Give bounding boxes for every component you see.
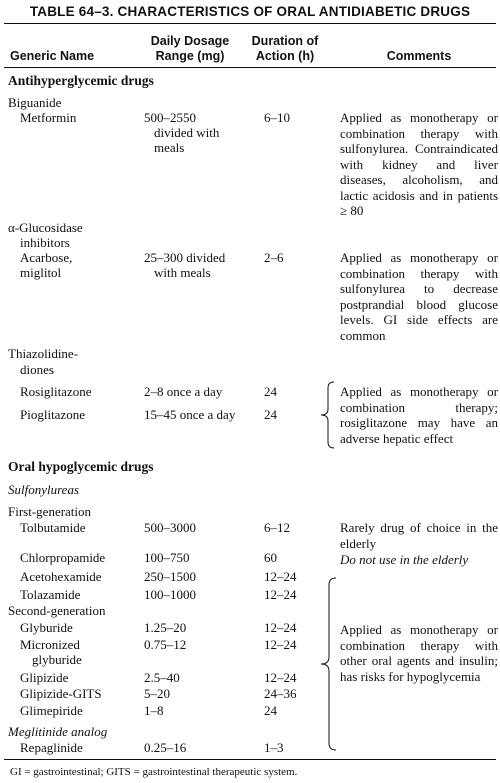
group-meglitinide: Meglitinide analog [8,724,108,739]
drug-acarbose-line2: miglitol [20,265,62,280]
drug-rosiglitazone: Rosiglitazone [20,384,92,399]
dose-metformin-line3: meals [154,140,185,155]
group-first-generation: First-generation [8,504,92,519]
group-second-generation: Second-generation [8,603,106,618]
header-generic-name: Generic Name [10,49,95,63]
comment-sulfonylureas-combined: Applied as monotherapy or combination therapy with other oral agents and insulin; has risks for hypoglycemia [340,622,498,684]
duration-glipizide: 12–24 [264,670,297,685]
drug-micronized-line2: glyburide [32,652,82,667]
drug-acetohexamide: Acetohexamide [20,569,102,584]
dose-glipizide-gits: 5–20 [144,686,170,701]
duration-pioglitazone: 24 [264,407,277,422]
header-dosage-line2: Range (mg) [155,49,225,63]
table-footnote: GI = gastrointestinal; GITS = gastrointestinal therapeutic system. [10,766,298,778]
drug-chlorpropamide: Chlorpropamide [20,550,106,565]
drug-glimepiride: Glimepiride [20,703,83,718]
drug-repaglinide: Repaglinide [20,740,83,755]
dose-metformin-line1: 500–2550 [144,110,196,125]
dose-rosiglitazone: 2–8 once a day [144,384,223,399]
section-antihyperglycemic: Antihyperglycemic drugs [8,73,154,88]
duration-rosiglitazone: 24 [264,384,277,399]
header-dosage-line1: Daily Dosage [150,34,230,48]
dose-pioglitazone: 15–45 once a day [144,407,236,422]
duration-acarbose: 2–6 [264,250,284,265]
duration-micronized: 12–24 [264,637,297,652]
comment-thiazolidinediones: Applied as monotherapy or combination therapy; rosiglitazone may have an adverse hepatic effect [340,384,498,446]
comment-chlorpropamide: Do not use in the elderly [340,552,469,567]
drug-pioglitazone: Pioglitazone [20,407,85,422]
duration-tolbutamide: 6–12 [264,520,290,535]
drug-metformin: Metformin [20,110,77,125]
brace-sulfonylureas [318,576,340,752]
table-title: TABLE 64–3. CHARACTERISTICS OF ORAL ANTIDIABETIC DRUGS [29,4,471,19]
dose-repaglinide: 0.25–16 [144,740,187,755]
dose-tolbutamide: 500–3000 [144,520,196,535]
dose-tolazamide: 100–1000 [144,587,196,602]
duration-chlorpropamide: 60 [264,550,277,565]
header-duration-line1: Duration of [251,34,319,48]
drug-micronized-line1: Micronized [20,637,80,652]
drug-acarbose-line1: Acarbose, [20,250,73,265]
dose-acarbose-line2: with meals [154,265,211,280]
header-duration-line2: Action (h) [255,49,315,63]
group-glucosidase-line2: inhibitors [20,235,70,250]
comment-acarbose: Applied as monotherapy or combination therapy with sulfonylurea to decrease postprandial blood glucose levels. GI side effects are common [340,250,498,343]
dose-micronized: 0.75–12 [144,637,187,652]
duration-acetohexamide: 12–24 [264,569,297,584]
header-rule [4,67,496,68]
bottom-rule [4,759,496,760]
dose-glyburide: 1.25–20 [144,620,187,635]
duration-repaglinide: 1–3 [264,740,284,755]
dose-chlorpropamide: 100–750 [144,550,190,565]
title-rule [4,23,496,24]
duration-glipizide-gits: 24–36 [264,686,297,701]
section-oral-hypoglycemic: Oral hypoglycemic drugs [8,459,154,474]
drug-tolbutamide: Tolbutamide [20,520,86,535]
duration-glimepiride: 24 [264,703,277,718]
drug-glipizide-gits: Glipizide-GITS [20,686,102,701]
group-glucosidase-line1: α-Glucosidase [8,220,83,235]
header-comments: Comments [386,49,452,63]
comment-metformin: Applied as monotherapy or combination therapy with sulfonylurea. Contraindicated with kidney and liver diseases, alcoholism, and lactic acidosis and in patients ≥ 80 [340,110,498,218]
group-sulfonylureas: Sulfonylureas [8,482,80,497]
dose-metformin-line2: divided with [154,125,220,140]
drug-glipizide: Glipizide [20,670,69,685]
group-biguanide: Biguanide [8,95,62,110]
drug-glyburide: Glyburide [20,620,73,635]
duration-tolazamide: 12–24 [264,587,297,602]
dose-glipizide: 2.5–40 [144,670,180,685]
dose-glimepiride: 1–8 [144,703,164,718]
dose-acarbose-line1: 25–300 divided [144,250,226,265]
dose-acetohexamide: 250–1500 [144,569,196,584]
comment-tolbutamide: Rarely drug of choice in the elderly [340,520,498,551]
group-thiazolidinediones-line2: diones [20,362,54,377]
brace-thiazolidinediones [318,380,338,450]
group-thiazolidinediones-line1: Thiazolidine- [8,346,79,361]
duration-metformin: 6–10 [264,110,290,125]
drug-tolazamide: Tolazamide [20,587,81,602]
duration-glyburide: 12–24 [264,620,297,635]
